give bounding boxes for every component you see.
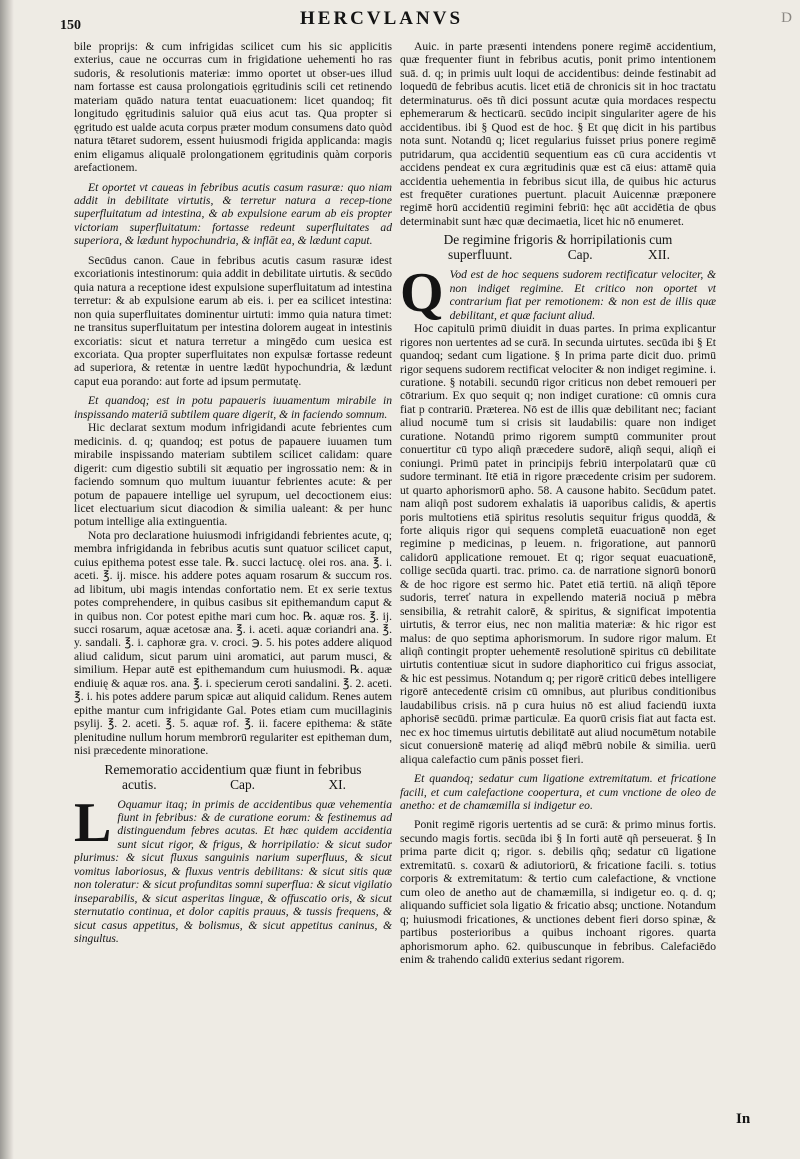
chapter-number: XII. — [648, 247, 670, 263]
chapter-title-end: superfluunt. — [448, 247, 513, 263]
catchword: In — [736, 1111, 751, 1127]
canon-lemma: Oquamur itaq; in primis de accidentibus quæ vehementia fiunt in febribus: & de curatione eorum: & festinemus ad distinguendum febres acutas. Et hæc quidem accidentia sunt sicut rigor, & frigus, & horripilatio: & sicut sudor plurimus: & sicut fluxus sanguinis narium superfluus, & sicut vomitus laboriosus, & fluxus ventris debilitans: & sicut sitis quæ non toleratur: & sicut profunditas somni superflua: & sicut vigilatio inseparabilis, & sicut asperitas linguæ, & offuscatio oris, & sicut sternutatio continua, et dolor capitis prauus, & tussis frequens, & sicut casus appetitus, & bolismus, & sicut appetitus caninus, & singultus. — [74, 797, 392, 946]
canon-lemma: Et quandoq; est in potu papaueris iuuamentum mirabile in inspissando materiā subtilem quare digerit, & in faciendo somnum. — [74, 394, 392, 421]
chapter-title: De regimine frigoris & horripilationis cum — [443, 232, 673, 248]
canon-lemma: Et oportet vt caueas in febribus acutis casum rasuræ: quo niam addit in debilitate virtutis, & terretur natura a recep-tione superfluitatum ad intestina, & ab expulsione earum ab eis propter victoriam superfluitatum: fortasse redeunt superfluitates ad superiora, & lædunt hypochundria, & inflāt ea, & lædunt caput. — [74, 180, 392, 248]
running-head: HERCVLANVS — [300, 8, 464, 29]
commentary-paragraph: Auic. in parte præsenti intendens ponere regimē accidentium, quæ frequenter fiunt in febribus acutis, ponit primo intentionem suā. d. q; in primis uult loqui de accidentibus: deinde festinabit ad loquedū de febribus acutis. licet etiā de chronicis sit in hoc tractatu determinaturus. oēs tñ dici possunt acutæ quia mordaces respectu ephemerarum & hecticarū. secūdo incipit singulariter agere de his accidentibus. ibi § Quod est de hoc. § Et quę dicit in his partibus nota sunt. Notandū q; licet regularius fuisset prius ponere regimē putridarum, qua accidentiū sequentium eas cū cura accidentis vt accidens pendeat ex cura ægritudinis quæ est cā eius: attamē quia accidentia uehementia in febribus sicut illa, de quibus hic acturus est frequēter curationes puertunt. placuit Auicennæ præponere regimē horū accidentiū regimini febriū: hęc aūt accidētia de qbus determinabit sunt hæc quæ decimaetia, licet hic nō enumeret. — [400, 40, 716, 228]
bleed-through-letter: D — [781, 10, 794, 26]
commentary-paragraph: Secūdus canon. Caue in febribus acutis casum rasuræ idest excoriationis intestinorum: quia addit in debilitate uirtutis. & secūdo quia natura a receptione idest expulsione superfluitatum ad intestina terretur: & ab expulsione earum ab eis. i. per ea scilicet intestina: non quia superfluitates dominentur uirtuti: immo quia natura timet: ne transitus superfluitatum per intestina dolorem augeat in intestinis excoriatis: sicut et natura terretur a mingēdo cum uesica est excoriata. Qua propter superfluitates non expulsæ fortasse redeunt ad superiora, & retentæ in uentre lædūt hypochundria, & lædunt caput eua porando: aut forte ad ipsum permutatę. — [74, 253, 392, 388]
page-number: 150 — [60, 18, 81, 33]
chapter-title-end: acutis. — [122, 776, 157, 792]
chapter-heading-xi — [74, 762, 392, 792]
drop-capital: Q — [400, 268, 444, 323]
chapter-number: XI. — [328, 776, 346, 792]
chapter-heading-xii — [400, 232, 716, 262]
page-header — [0, 8, 800, 38]
chapter-text — [400, 268, 716, 322]
drop-capital: L — [74, 797, 112, 854]
canon-lemma: Et quandoq; sedatur cum ligatione extremitatum. et fricatione facili, et cum calefactione coopertura, et cum vnctione de oleo de anetho: et de chamæmilla si indigetur eo. — [400, 772, 716, 813]
chapter-label: Cap. — [230, 776, 256, 792]
chapter-text — [74, 798, 392, 946]
right-column — [400, 40, 716, 966]
left-column — [74, 40, 392, 946]
chapter-label: Cap. — [567, 247, 593, 263]
chapter-title: Rememoratio accidentium quæ fiunt in febribus — [104, 761, 362, 777]
commentary-paragraph: Nota pro declaratione huiusmodi infrigidandi febrientes acute, q; membra infrigidanda in febribus acutis sunt quatuor scilicet caput, cuius epithema potest esse tale. ℞. succi lactucę. olei ros. ana. ℥. i. aceti. ℥. ij. misce. his addere potes aquam rosarum & succum ros. ad libitum, ubi magis intendas confortatio nem. Et ex serie textus potes comprehendere, in quibus casibus sit epithemandum caput & in quibus non. Cor potest epithe mari cum hoc. ℞. aquæ ros. ℥. ij. succi rosarum, aquæ acetosæ ana. ℥. i. aceti. aquæ coriandri ana. ℥. y. sandali. ℥. i. caphoræ gra. v. croci. ℈. 5. his potes addere aliquod aliud calidum, sicut parum uini aromatici, aut parum musci, & similium. Hepar autē est epithemandum cum huiusmodi. ℞. aquæ endiuię & aquæ ros. ana. ℥. i. specierum ceroti sandalini. ℥. 2. aceti. ℥. i. his potes addere parum spicæ aut aliquid calidum. Renes autem epithe mantur cum infrigidante Gal. Potes etiam cum mucillaginis psylij. ℥. 2. aceti. ℥. 5. aquæ rof. ℥. ii. facere epithema: & stāte plenitudine nullum horum membrorū regulariter est epitheman dum, nisi præcedente minoratione. — [74, 528, 392, 758]
commentary-paragraph: Hoc capitulū primū diuidit in duas partes. In prima explicantur rigores non uertentes ad se curā. In secunda uirtutes. secūda ibi § Et quandoq; sedant cum ligatione. § In prima parte dicit duo. primū rigor sequens sudorem rectificat velociter & non indiget regimine. i. curatione. § notabili. secundū rigor criticus non debet remoueri per cōtrarium. Ex quo sequit q; non indiget curatione: cū omnis cura fiat p contrariū. Præterea. Nō est de illis quæ debilitant nec; faciant aliud nocumē tum si crisis sit laudabilis: quare non indiget curatione. Notandū primo rigorem sumptū communiter prout conuertitur cū typo aliqñ præcedere sudorē, aliqñ sequi, aliqñ ei coniungi. Primū patet in principijs febriū interpolatarū quæ cū sudore terminant. Itē etiā in rigore præcedente crisim per sudorem. ut quarto aphorismorū apho. 58. A causone habito. Secūdum patet. nam aliqñ post sudorem exhalatis iā uaporibus calidis, & apertis poris multotiens etiā spiritus resolutis sequitur frigus quoddā, & forte aliquis rigor qui sequens completā euacuationē non eget regimine p medicinas, p leuem. n. frigoratione, aut pannorū calidorū applicatione remouet. Et q; rigor sequat euacuationē, collige secūda quarti. trac. primo. ca. de narratione signorū bonorū & de hoc rigore est sermo hic. Patet etiā tertiū. nā aliqñ tēpore sudoris, terreť natura in expellendo materiā nociuā p mēbra sensibilia, & retrahit calorē, & spiritus, & significat impotentia uirtutis, & terror eius, nec non malitia materiæ: & hic rigor est malus: de quo septima aphorismorum. In sudore rigor malum. Et aliqñ contingit propter uehementē resolutionē spiritus cū debilitate uirtutis contentiuæ sicut in sudore diaphoritico cui frigus associat, & hic est pessimus. Notandum q; per rigorē criticū debes intelligere rigorē antecedentē crisim cū omnibus, aut pluribus conditionibus laudabilibus crisis. nā p cura huius nō est aliud faciendū iuxta aphorisē secūdū. primæ particulæ. Ea quorū crisis fiat aut facta est. nec ex hoc timemus uirtutis debilitatē aut aliud nocumētum notabile sicut conuersionē materię ad aliqđ mēbrū nobile & similia. uerū aliqua calefactio cum pānis posset fieri. — [400, 322, 716, 766]
commentary-paragraph: Ponit regimē rigoris uertentis ad se curā: & primo minus fortis. secundo magis fortis. secūda ibi § In forti autē qñ perseuerat. § In prima parte dicit q; rigor. s. debilis qñq; sedatur cū ligatione extremitatū. s. coxarū & adiutoriorū, & fricatione facili. s. totius corporis & extremitatum: & tertio cum calefactione, & vnctione cum oleo de anetho aut de chamæmilla, si indigetur eo. q. d. q; aliquando sufficiet sola ligatio & fricatio absq; unctione. Notandum q; huiusmodi fricationes, & unctiones debent fieri dorso spinæ, & partibus posterioribus a quibus inchoant rigores. quarta aphorismorum apho. 62. quibuscunque in febribus. Calefaciēdo enim & trahendo calidū exterius sedant rigorem. — [400, 818, 716, 966]
commentary-paragraph: bile proprijs: & cum infrigidas scilicet cum his sic applicitis exterius, caue ne occurras cum in frigidatione uehementi ho ras sudoris, & resolutionis materiæ: immo oportet ut obser-ues illud nam fortasse est causa prolongatiois ęgritudinis scili cet retinendo materiam quādo natura tentat euacuationem: licet quandoq; fit longitudo ęgritudinis saluior quā eius acut tas. Qua propter si ęgritudo est ualde acuta corpus præter modum consumens dato quòd natura tētaret sudorem, essent huiusmodi frigida applicanda: magis enim eligamus aliqualē prolongationem ęgritudinis quàm corporis arefactionem. — [74, 40, 392, 175]
commentary-paragraph: Hic declarat sextum modum infrigidandi acute febrientes cum medicinis. d. q; quandoq; est potus de papauere iuuamen tum mirabile inspissando materiam subtilem scilicet calidam: quare digerit: cum digestio subtili sit æquatio per ingrossatio nem: & in faciendo somnum quo multum iuuantur febrientes acute: & per potum de papauere intellige uel syrupum, uel decoctionem eius: licet electuarium sicut diacodion & similia ualeant: & per hunc potum intellige alia extinguentia. — [74, 421, 392, 529]
canon-lemma: Vod est de hoc sequens sudorem rectificatur velociter, & non indiget regimine. Et critico non oportet vt contrarium fiat per remotionem: & non est de illis quæ debilitant, et quæ faciunt aliud. — [449, 268, 716, 322]
